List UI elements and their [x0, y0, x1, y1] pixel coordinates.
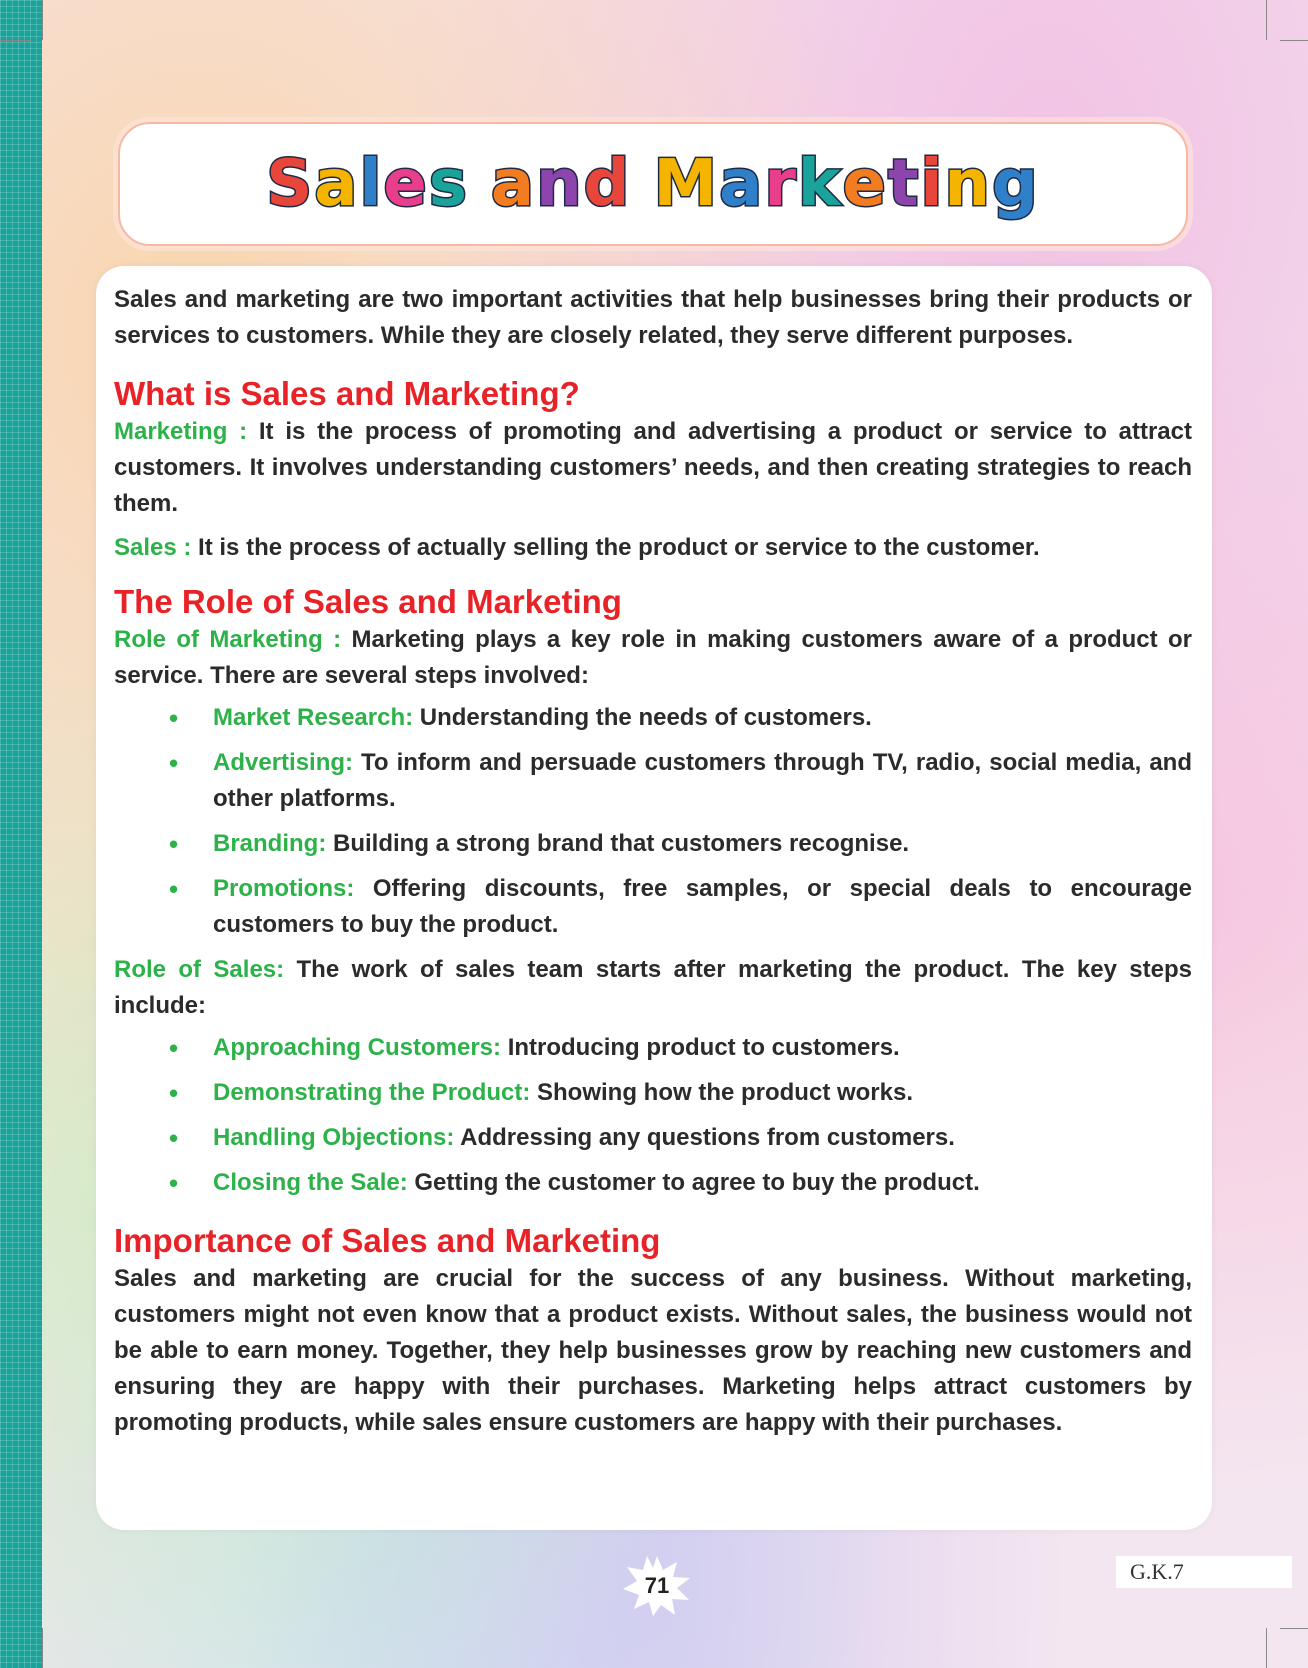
term-label: Role of Marketing :: [114, 626, 342, 653]
title-banner: [118, 122, 1188, 246]
crop-mark: [1280, 1628, 1308, 1629]
title-letter: i: [920, 147, 945, 221]
title-letter: s: [428, 147, 469, 221]
page-title: [266, 147, 1040, 221]
title-letter: M: [653, 147, 720, 221]
title-letter: a: [490, 147, 537, 221]
step-text: Offering discounts, free samples, or special deals to encourage customers to buy the product.: [213, 875, 1192, 938]
step-term: Advertising:: [213, 749, 354, 776]
content-card: [96, 266, 1212, 1530]
step-term: Closing the Sale:: [213, 1169, 408, 1196]
title-letter: r: [764, 147, 798, 221]
series-label: G.K.7: [1116, 1556, 1292, 1588]
title-letter: S: [266, 147, 315, 221]
step-text: Introducing product to customers.: [501, 1034, 900, 1061]
marketing-steps-list: [114, 700, 1192, 943]
title-letter: t: [887, 147, 921, 221]
sales-steps-list: [114, 1030, 1192, 1201]
step-text: To inform and persuade customers through TV, radio, social media, and other platforms.: [213, 749, 1192, 812]
crop-mark: [1266, 1628, 1267, 1668]
list-item: [114, 745, 1192, 817]
section-heading-what-is: What is Sales and Marketing?: [114, 375, 580, 412]
list-item: [114, 1165, 1192, 1201]
step-text: Showing how the product works.: [530, 1079, 914, 1106]
definition-text: It is the process of promoting and advertising a product or service to attract customers. It involves understanding customers’ needs, and then creating strategies to reach them.: [114, 418, 1192, 517]
step-term: Demonstrating the Product:: [213, 1079, 531, 1106]
step-term: Handling Objections:: [213, 1124, 455, 1151]
crop-mark: [0, 40, 30, 41]
crop-mark: [42, 1628, 43, 1668]
list-item: [114, 826, 1192, 862]
term-label: Role of Sales:: [114, 956, 285, 983]
page-number-badge: [623, 1556, 691, 1616]
title-letter: k: [797, 147, 843, 221]
definition-text: It is the process of actually selling the product or service to the customer.: [191, 534, 1040, 561]
intro-paragraph: Sales and marketing are two important activities that help businesses bring their products or services to customers. While they are closely related, they serve different purposes.: [114, 286, 1192, 349]
step-term: Market Research:: [213, 704, 414, 731]
section-heading-role: The Role of Sales and Marketing: [114, 583, 622, 620]
step-text: Understanding the needs of customers.: [413, 704, 872, 731]
title-letter: e: [383, 147, 429, 221]
title-letter: a: [314, 147, 360, 221]
step-text: Getting the customer to agree to buy the product.: [407, 1169, 980, 1196]
list-item: [114, 871, 1192, 943]
step-text: Addressing any questions from customers.: [454, 1124, 955, 1151]
list-item: [114, 700, 1192, 736]
section-heading-importance: Importance of Sales and Marketing: [114, 1222, 661, 1259]
crop-mark: [1266, 0, 1267, 40]
title-letter: l: [359, 147, 384, 221]
crop-mark: [1280, 40, 1308, 41]
title-letter: n: [536, 147, 584, 221]
crop-mark: [42, 0, 43, 40]
list-item: [114, 1120, 1192, 1156]
title-letter: a: [719, 147, 765, 221]
title-letter: g: [991, 147, 1040, 221]
definition-text: The work of sales team starts after marketing the product. The key steps include:: [114, 956, 1192, 1019]
title-letter: n: [944, 147, 992, 221]
title-letter: e: [842, 147, 888, 221]
term-label: Marketing :: [114, 418, 248, 445]
title-letter: d: [583, 147, 632, 221]
term-label: Sales :: [114, 534, 192, 561]
importance-paragraph: Sales and marketing are crucial for the success of any business. Without marketing, customers might not even know that a product exists. Without sales, the business would not be able to earn money. Together, they help businesses grow by reaching new customers and ensuring they are happy with their purchases. Marketing helps attract customers by promoting products, while sales ensure customers are happy with their purchases.: [114, 1265, 1192, 1436]
list-item: [114, 1030, 1192, 1066]
role-of-marketing: [114, 622, 1192, 694]
role-of-sales: [114, 952, 1192, 1024]
step-term: Promotions:: [213, 875, 355, 902]
step-term: Approaching Customers:: [213, 1034, 502, 1061]
step-text: Building a strong brand that customers recognise.: [326, 830, 910, 857]
step-term: Branding:: [213, 830, 327, 857]
marketing-definition: [114, 414, 1192, 522]
binding-spine: [0, 0, 42, 1668]
page-number: 71: [644, 1573, 670, 1598]
list-item: [114, 1075, 1192, 1111]
sales-definition: [114, 530, 1192, 566]
definition-text: Marketing plays a key role in making customers aware of a product or service. There are several steps involved:: [114, 626, 1193, 689]
